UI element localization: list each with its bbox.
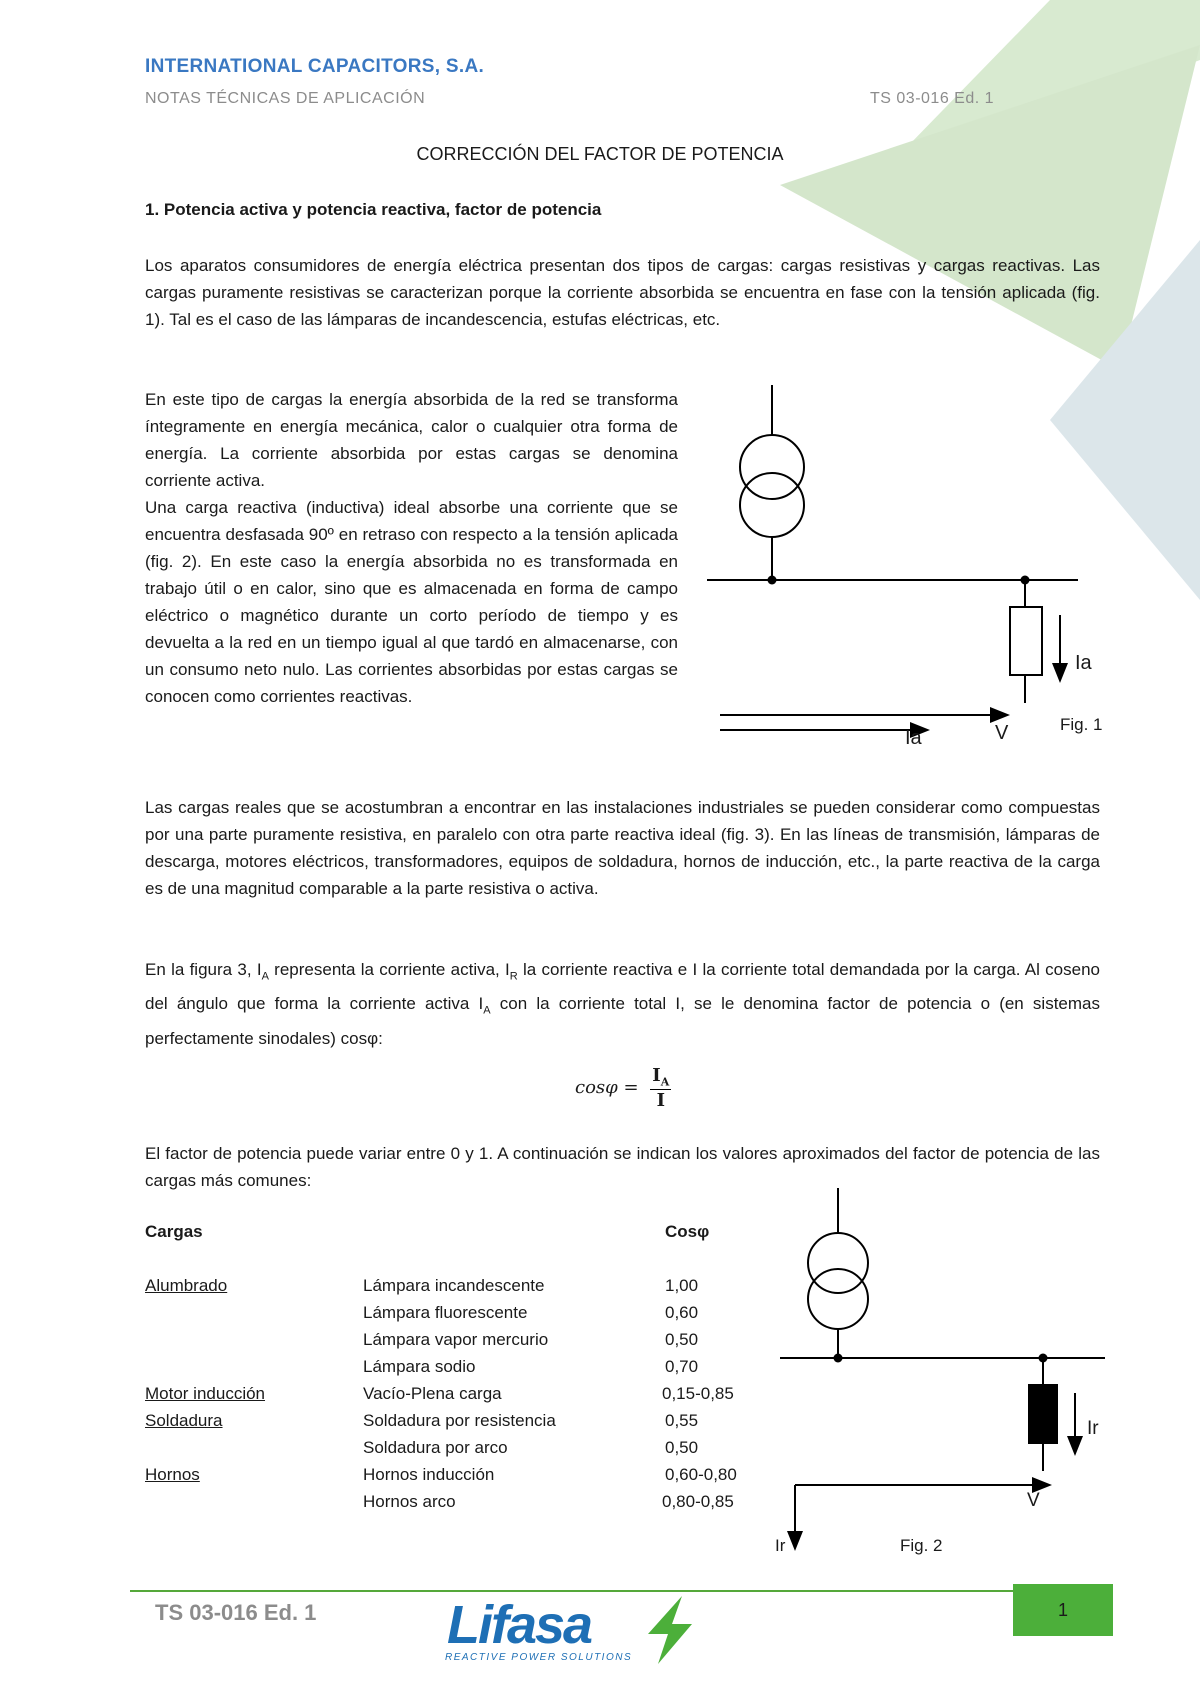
table-group: Alumbrado <box>145 1276 228 1295</box>
paragraph-3: Una carga reactiva (inductiva) ideal absorbe una corriente que se encuentra desfasada 90º en retraso con respecto a la tensión aplicada (fig. 2). En este caso la energía absorbida no es transformada en trabajo útil o en calor, sino que es almacenada en forma de campo eléctrico o magnético durante un corto período de tiempo y es devuelta a la red en un tiempo igual al que tardó en almacenarse, con un consumo neto nulo. Las corrientes absorbidas por estas cargas se conocen como corrientes reactivas. <box>145 498 678 706</box>
header-subtitle: NOTAS TÉCNICAS DE APLICACIÓN <box>145 90 426 107</box>
fig1-caption: Fig. 1 <box>1060 715 1103 734</box>
table-value: 0,15-0,85 <box>662 1384 734 1403</box>
transformer-coil-lower <box>740 473 804 537</box>
table-value: 1,00 <box>665 1276 699 1295</box>
resistor-symbol <box>1010 607 1042 675</box>
transformer-coil-upper <box>808 1233 868 1293</box>
table-group: Motor inducción <box>145 1384 266 1403</box>
table-item: Lámpara fluorescente <box>363 1303 528 1322</box>
table-value: 0,70 <box>665 1357 699 1376</box>
table-value: 0,50 <box>665 1330 699 1349</box>
fig1-v-label: V <box>995 722 1009 744</box>
table-item: Soldadura por arco <box>363 1438 508 1457</box>
fig1-ia-vector-label: Ia <box>905 727 922 749</box>
figure-2-diagram <box>770 1188 1110 1558</box>
table-value: 0,50 <box>665 1438 699 1457</box>
section-heading: 1. Potencia activa y potencia reactiva, factor de potencia <box>145 200 602 219</box>
paragraph-1: Los aparatos consumidores de energía eléctrica presentan dos tipos de cargas: cargas resistivas y cargas reactivas. Las cargas puramente resistivas se caracterizan porque la corriente absorbida se encuentra en fase con la tensión aplicada (fig. 1). Tal es el caso de las lámparas de incandescencia, estufas eléctricas, etc. <box>145 256 1100 329</box>
table-item: Lámpara sodio <box>363 1357 476 1376</box>
table-item: Soldadura por resistencia <box>363 1411 556 1430</box>
transformer-coil-lower <box>808 1269 868 1329</box>
table-value: 0,55 <box>665 1411 699 1430</box>
header-doc-ref: TS 03-016 Ed. 1 <box>870 90 995 107</box>
table-item: Lámpara incandescente <box>363 1276 545 1295</box>
fig2-ir-load-label: Ir <box>1087 1418 1099 1439</box>
paragraph-5: En la figura 3, $I_A$ representa la corriente activa, $I_R$ la corriente reactiva e I la corriente total demandada por la carga. Al coseno del ángulo que forma la corriente activa $I_A$ con la corriente total I, se le denomina factor de potencia o (en sistemas perfectamente sinodales) cosφ: <box>145 960 1101 1048</box>
table-item: Vacío-Plena carga <box>363 1384 502 1403</box>
paragraph-4: Las cargas reales que se acostumbran a encontrar en las instalaciones industriales se pueden considerar como compuestas por una parte puramente resistiva, en paralelo con otra parte reactiva ideal (fig. 3). En las líneas de transmisión, lámparas de descarga, motores eléctricos, transformadores, equipos de soldadura, hornos de inducción, etc., la parte reactiva de la carga es de una magnitud comparable a la parte resistiva o activa. <box>145 798 1100 898</box>
table-value: 0,60 <box>665 1303 699 1322</box>
fig2-caption: Fig. 2 <box>900 1536 943 1555</box>
table-group: Hornos <box>145 1465 200 1484</box>
fig2-v-label: V <box>1027 1490 1040 1511</box>
table-value: 0,60-0,80 <box>665 1465 737 1484</box>
table-item: Lámpara vapor mercurio <box>363 1330 549 1349</box>
fig1-ia-load-label: Ia <box>1075 652 1092 674</box>
table-item: Hornos inducción <box>363 1465 495 1484</box>
table-value: 0,80-0,85 <box>662 1492 734 1511</box>
power-factor-formula: cosφ = $\frac{I_A}{I}$ <box>575 1065 670 1111</box>
logo-tagline: REACTIVE POWER SOLUTIONS <box>445 1652 633 1663</box>
page-number: 1 <box>1013 1584 1113 1636</box>
paragraph-6: El factor de potencia puede variar entre 0 y 1. A continuación se indican los valores aproximados del factor de potencia de las cargas más comunes: <box>145 1144 1100 1190</box>
footer-doc-ref: TS 03-016 Ed. 1 <box>155 1600 317 1625</box>
lifasa-logo: Lifasa <box>447 1595 592 1655</box>
table-header-cargas: Cargas <box>145 1222 203 1241</box>
page-title: CORRECCIÓN DEL FACTOR DE POTENCIA <box>416 144 784 164</box>
table-item: Hornos arco <box>363 1492 456 1511</box>
table-header-cosphi: Cosφ <box>665 1222 710 1241</box>
footer-divider <box>130 1590 1110 1592</box>
table-group: Soldadura <box>145 1411 223 1430</box>
figure-1-diagram <box>700 385 1100 750</box>
inductor-symbol <box>1028 1384 1058 1444</box>
transformer-coil-upper <box>740 435 804 499</box>
company-name: INTERNATIONAL CAPACITORS, S.A. <box>145 56 485 77</box>
paragraph-2: En este tipo de cargas la energía absorbida de la red se transforma íntegramente en energía mecánica, calor o cualquier otra forma de energía. La corriente absorbida por estas cargas se denomina corriente activa. <box>145 390 678 490</box>
fig2-ir-vector-label: Ir <box>775 1536 786 1555</box>
lightning-bolt-icon <box>640 1596 700 1666</box>
